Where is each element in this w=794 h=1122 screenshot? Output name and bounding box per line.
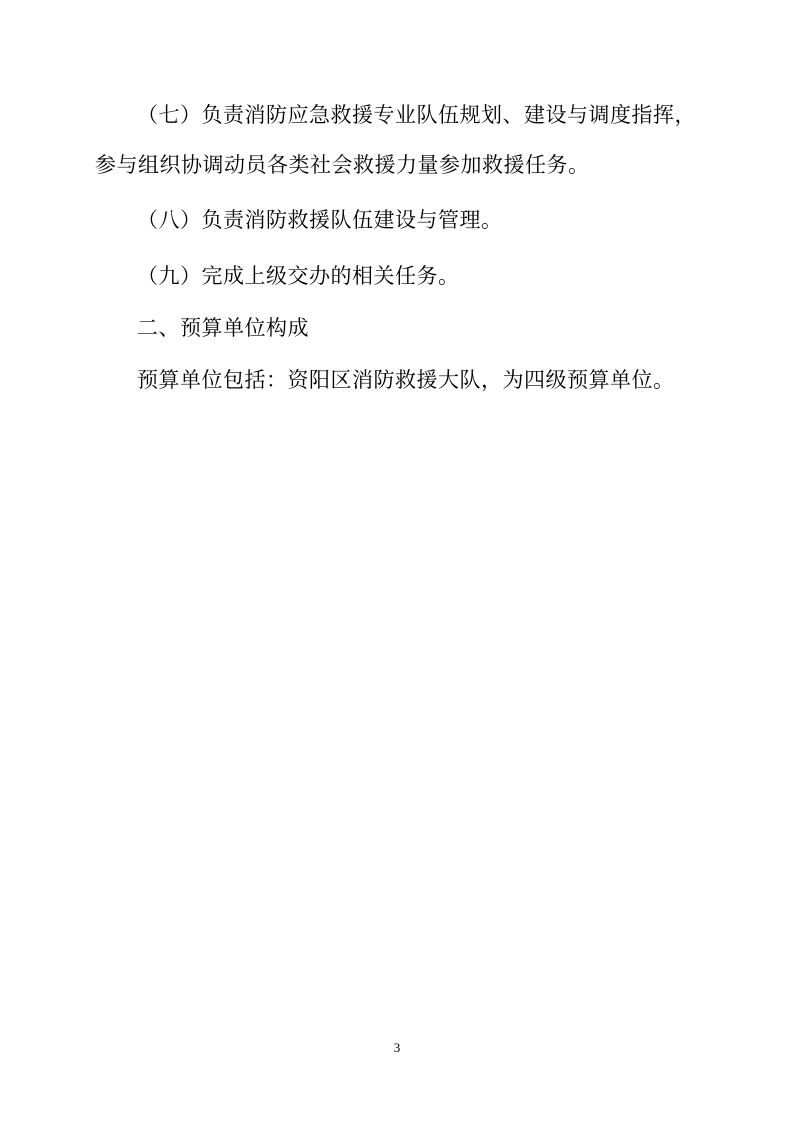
paragraph-item-7-line-1: （七）负责消防应急救援专业队伍规划、建设与调度指挥， (137, 103, 696, 127)
paragraph-item-8: （八）负责消防救援队伍建设与管理。 (137, 208, 503, 232)
section-heading-budget-units: 二、预算单位构成 (137, 316, 309, 340)
paragraph-budget-units: 预算单位包括：资阳区消防救援大队，为四级预算单位。 (137, 368, 675, 392)
paragraph-item-9: （九）完成上级交办的相关任务。 (137, 264, 460, 288)
page-number: 3 (393, 1040, 401, 1055)
paragraph-item-7-line-2: 参与组织协调动员各类社会救援力量参加救援任务。 (95, 153, 590, 177)
